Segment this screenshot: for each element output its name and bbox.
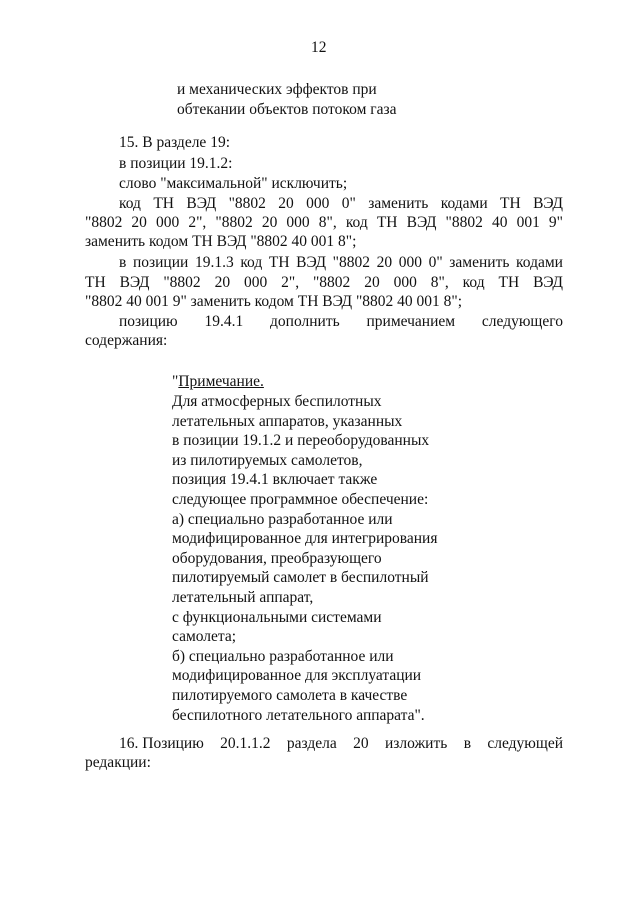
- word: 20: [353, 735, 369, 752]
- word: код: [240, 254, 263, 271]
- word: позиции: [132, 254, 189, 271]
- word: ВЭД: [533, 274, 563, 291]
- word: ТН: [376, 214, 398, 231]
- word: 000: [156, 214, 180, 231]
- word: ТН: [268, 254, 290, 271]
- position-19-4-1-line-2: содержания:: [85, 332, 168, 349]
- word: "8802: [85, 214, 123, 231]
- word: код: [345, 214, 368, 231]
- word: 000: [286, 214, 310, 231]
- word: ВЭД: [119, 274, 150, 291]
- code-replace-line-1: [119, 194, 563, 214]
- word: 20: [214, 274, 231, 291]
- continuation-line-1: и механических эффектов при: [177, 81, 377, 98]
- position-19-4-1-line-1: [119, 312, 563, 332]
- page-number: 12: [311, 39, 327, 56]
- note-title: [172, 372, 264, 392]
- note-line: из пилотируемых самолетов,: [172, 451, 363, 469]
- code-replace-line-2: [85, 213, 563, 233]
- word: код: [119, 195, 141, 212]
- note-line: оборудования, преобразующего: [172, 549, 382, 567]
- word: "8802: [312, 274, 351, 291]
- word: ВЭД: [406, 214, 437, 231]
- word: изложить: [384, 735, 448, 752]
- word: 0": [428, 254, 443, 271]
- word: в: [463, 735, 472, 752]
- word: примечанием: [366, 313, 456, 330]
- note-line: модифицированное для интегрирования: [172, 530, 438, 548]
- word: заменить: [368, 195, 429, 212]
- word: позицию: [119, 313, 178, 330]
- continuation-line-2: обтекании объектов потоком газа: [177, 101, 397, 118]
- word: ВЭД: [296, 254, 327, 271]
- word: 000: [398, 254, 422, 271]
- word: дополнить: [270, 313, 340, 330]
- word: 20: [131, 214, 147, 231]
- word: 19.4.1: [204, 313, 244, 330]
- word: 20: [261, 214, 278, 231]
- word: ТН: [153, 195, 174, 212]
- word: следующего: [481, 313, 563, 330]
- position-19-1-3-line-2: [85, 273, 563, 293]
- word: кодами: [440, 195, 488, 212]
- word: 40: [491, 214, 508, 231]
- note-line: в позиции 19.1.2 и переоборудованных: [172, 432, 430, 450]
- word: 16. Позицию: [119, 735, 204, 752]
- word: 0": [341, 195, 356, 212]
- word: 19.1.3: [194, 254, 234, 271]
- word: 000: [393, 274, 417, 291]
- note-line: позиция 19.4.1 включает также: [172, 471, 378, 489]
- note-title-text: Примечание.: [178, 373, 264, 390]
- note-line: летательных аппаратов, указанных: [172, 412, 403, 430]
- note-line: с функциональными системами: [172, 608, 382, 626]
- word: 20.1.1.2: [220, 735, 271, 752]
- position-19-1-3-line-3: "8802 40 001 9" заменить кодом ТН ВЭД "8802 40 001 8";: [85, 293, 463, 310]
- word: в: [119, 254, 127, 271]
- note-line: б) специально разработанное или: [172, 647, 394, 665]
- note-quote-mark: ": [172, 373, 179, 390]
- word: 2",: [188, 214, 207, 231]
- code-replace-line-3: заменить кодом ТН ВЭД "8802 40 001 8";: [85, 233, 357, 250]
- note-line: пилотируемого самолета в качестве: [172, 687, 408, 704]
- word: 8",: [430, 274, 449, 291]
- word: 9": [548, 214, 563, 231]
- word: "8802: [445, 214, 483, 231]
- word: код: [462, 274, 485, 291]
- word: 8",: [318, 214, 337, 231]
- word: 20: [364, 274, 380, 291]
- position-19-1-3-line-1: [119, 253, 563, 273]
- word: кодами: [516, 254, 563, 271]
- word: 001: [516, 214, 540, 231]
- word: 000: [306, 195, 330, 212]
- word: ТН: [498, 274, 520, 291]
- word: ВЭД: [533, 195, 563, 212]
- word: ВЭД: [186, 195, 217, 212]
- word: ТН: [500, 195, 521, 212]
- word: 20: [376, 254, 393, 271]
- word: "8802: [332, 254, 370, 271]
- word: "8802: [215, 214, 253, 231]
- word: 20: [278, 195, 294, 212]
- word: 000: [243, 274, 268, 291]
- note-line: беспилотного летательного аппарата".: [172, 706, 425, 724]
- note-line: пилотируемый самолет в беспилотный: [172, 569, 429, 587]
- word: следующей: [487, 735, 563, 752]
- word: "8802: [163, 274, 201, 291]
- word-exclude-line: слово "максимальной" исключить;: [119, 175, 348, 192]
- word: ТН: [85, 274, 106, 291]
- section-15-heading: 15. В разделе 19:: [119, 134, 230, 151]
- note-line: модифицированное для эксплуатации: [172, 667, 422, 685]
- section-16-line-2: редакции:: [85, 754, 151, 771]
- note-line: следующее программное обеспечение:: [172, 491, 429, 508]
- word: заменить: [449, 254, 510, 271]
- note-line: а) специально разработанное или: [172, 510, 393, 528]
- word: "8802: [228, 195, 266, 212]
- word: 2",: [281, 274, 300, 291]
- position-19-1-2: в позиции 19.1.2:: [119, 155, 233, 172]
- word: раздела: [286, 735, 337, 752]
- note-line: летательный аппарат,: [172, 589, 314, 606]
- note-line: самолета;: [172, 628, 237, 646]
- note-line: Для атмосферных беспилотных: [172, 393, 382, 410]
- section-16-line-1: [119, 734, 563, 754]
